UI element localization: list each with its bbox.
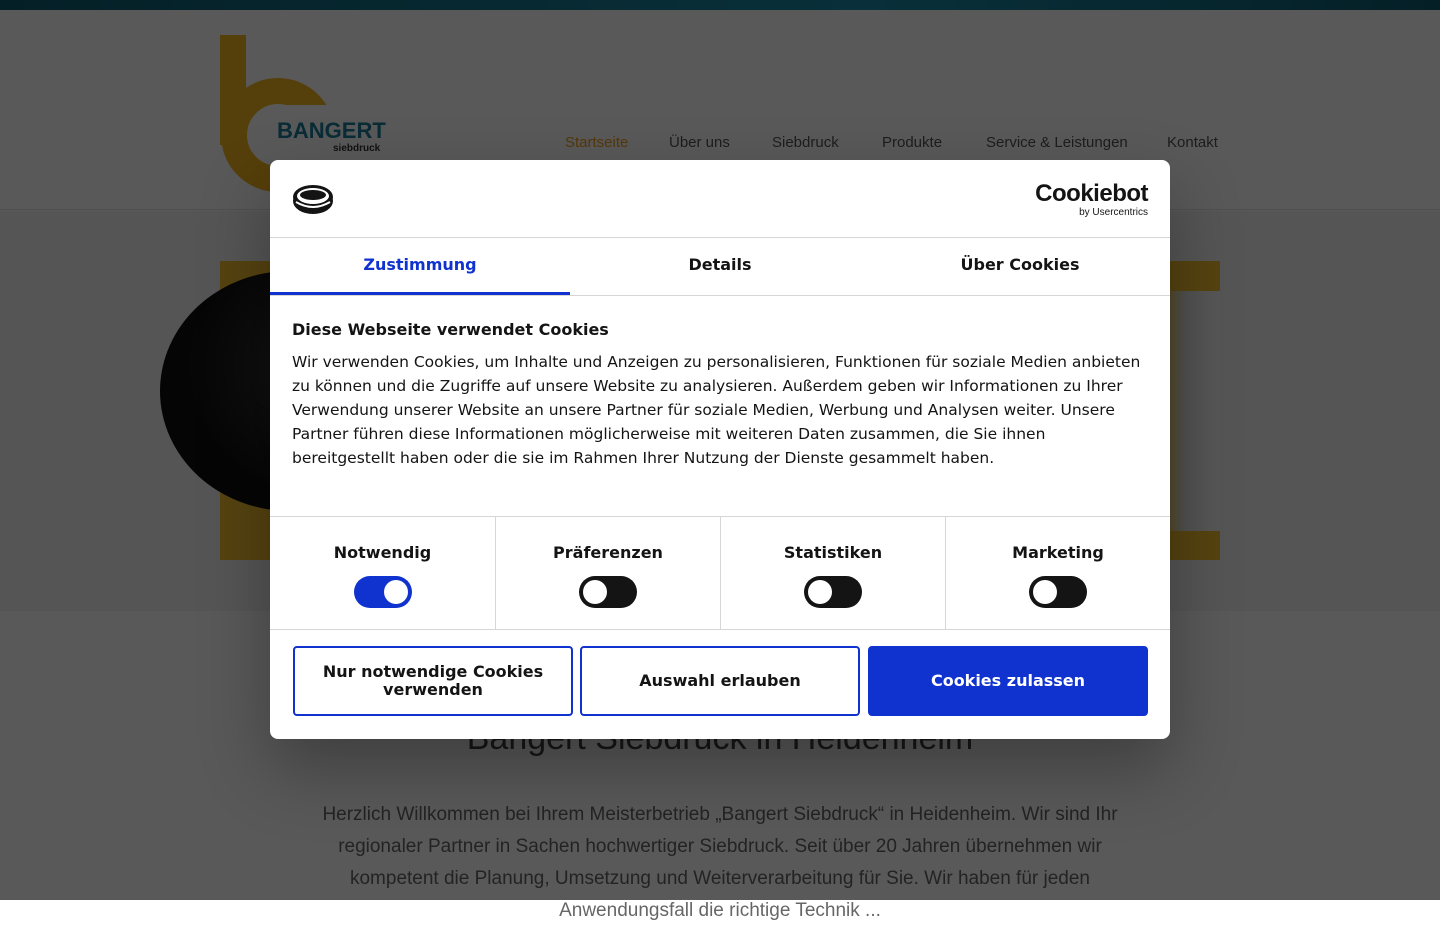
toggle-notwendig[interactable] <box>354 576 412 608</box>
tab-details[interactable]: Details <box>688 255 752 274</box>
allow-all-button[interactable]: Cookies zulassen <box>868 646 1148 716</box>
tab-zustimmung[interactable]: Zustimmung <box>270 238 570 295</box>
toggle-label-statistiken: Statistiken <box>783 543 883 562</box>
consent-text: Wir verwenden Cookies, um Inhalte und Anzeigen zu personalisieren, Funktionen für soziale Medien anbieten zu können und die Zugriffe auf unsere Website zu analysieren. Außerdem geben wir Informationen zu Ihrer Verwendung unserer Website an unsere Partner für soziale Medien, Werbung und Analysen weiter. Unsere Partner führen diese Informationen möglicherweise mit weiteren Daten zusammen, die Sie ihnen bereitgestellt haben oder die sie im Rahmen Ihrer Nutzung der Dienste gesammelt haben. <box>292 353 1141 467</box>
toggle-knob <box>384 580 408 604</box>
toggle-statistiken[interactable] <box>804 576 862 608</box>
cookiebot-name: Cookiebot <box>1035 180 1148 207</box>
cookie-consent-dialog <box>270 160 1170 739</box>
toggle-label-marketing: Marketing <box>1012 543 1104 562</box>
toggle-cell-notwendig <box>270 517 495 630</box>
toggle-label-notwendig: Notwendig <box>333 543 432 562</box>
toggle-knob <box>583 580 607 604</box>
toggle-knob <box>1033 580 1057 604</box>
toggle-cell-praeferenzen <box>495 517 720 630</box>
toggle-cell-marketing <box>945 517 1170 630</box>
consent-body <box>292 320 1148 470</box>
dialog-tabs <box>270 238 1170 296</box>
toggle-label-praeferenzen: Präferenzen <box>553 543 663 562</box>
consent-toggles <box>270 516 1170 630</box>
toggle-cell-statistiken <box>720 517 945 630</box>
intro-text: Anwendungsfall die richtige Technik ... <box>559 900 881 921</box>
cookiebot-sub: by Usercentrics <box>1079 207 1148 218</box>
necessary-only-button[interactable]: Nur notwendige Cookies verwenden <box>293 646 573 716</box>
toggle-praeferenzen[interactable] <box>579 576 637 608</box>
toggle-marketing[interactable] <box>1029 576 1087 608</box>
toggle-knob <box>808 580 832 604</box>
cookie-icon <box>292 182 334 216</box>
consent-title: Diese Webseite verwendet Cookies <box>292 320 609 339</box>
tab-ueber-cookies[interactable]: Über Cookies <box>960 255 1080 274</box>
dialog-header <box>270 160 1170 238</box>
allow-selection-button[interactable]: Auswahl erlauben <box>580 646 860 716</box>
cookiebot-brand[interactable] <box>1035 182 1148 219</box>
consent-buttons <box>270 646 1170 716</box>
